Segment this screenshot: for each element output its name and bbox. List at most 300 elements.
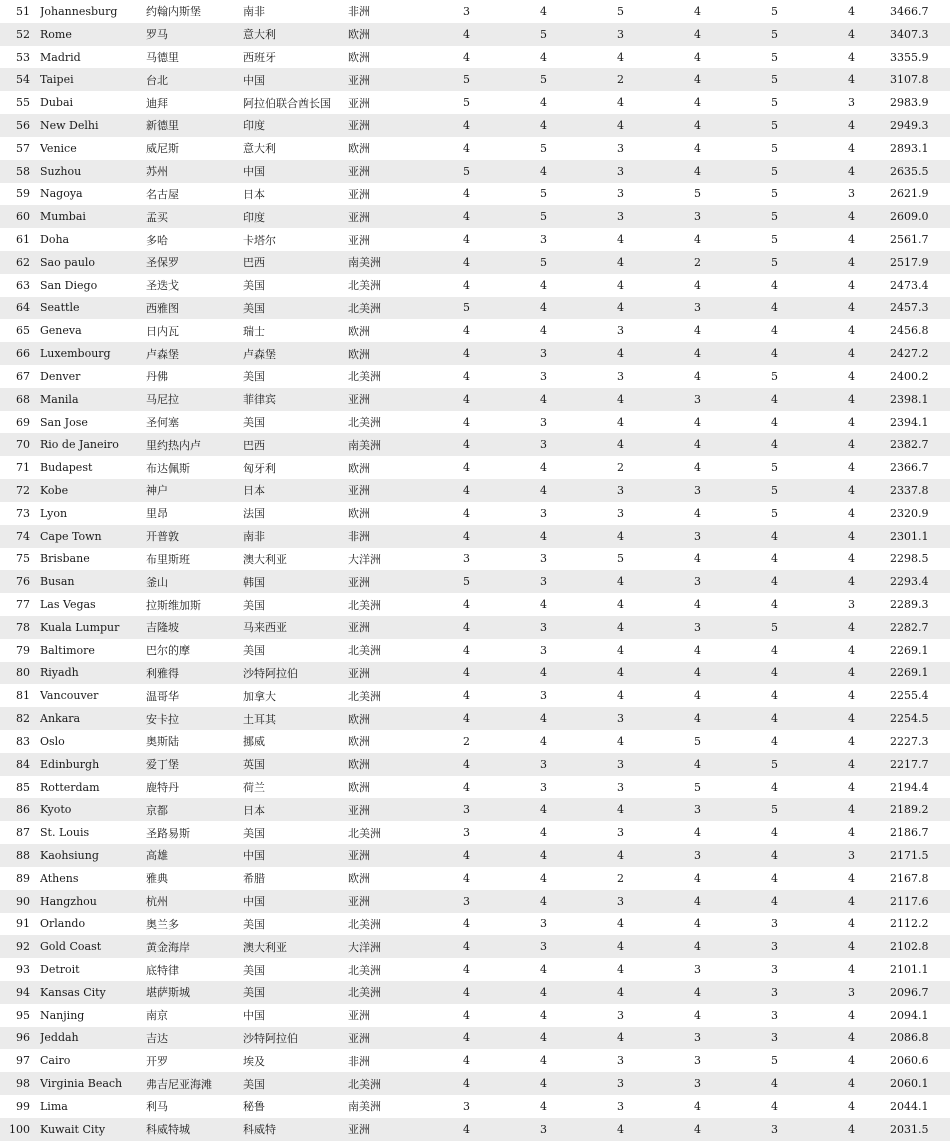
chinese-name-cell: 威尼斯 [146,142,179,156]
continent-cell: 欧洲 [348,781,370,795]
score-6-cell: 4 [848,575,855,589]
continent-cell: 欧洲 [348,142,370,156]
score-2-cell: 4 [540,666,547,680]
score-4-cell: 3 [694,1054,701,1068]
score-4-cell: 4 [694,1008,701,1022]
country-cell: 巴西 [243,256,265,270]
score-6-cell: 4 [848,963,855,977]
continent-cell: 亚洲 [348,210,370,224]
total-score-cell: 2382.7 [890,438,929,452]
table-row [0,662,950,685]
english-name-cell: Seattle [40,301,80,315]
score-4-cell: 4 [694,118,701,132]
score-4-cell: 3 [694,1031,701,1045]
english-name-cell: Geneva [40,324,82,338]
country-cell: 巴西 [243,438,265,452]
score-3-cell: 4 [617,963,624,977]
table-row [0,160,950,183]
score-6-cell: 4 [848,27,855,41]
chinese-name-cell: 京都 [146,803,168,817]
score-1-cell: 4 [463,643,470,657]
chinese-name-cell: 罗马 [146,28,168,42]
chinese-name-cell: 弗吉尼亚海滩 [146,1077,212,1091]
english-name-cell: Johannesburg [40,4,118,18]
country-cell: 卢森堡 [243,347,276,361]
country-cell: 美国 [243,644,265,658]
rank-cell: 99 [16,1099,30,1113]
score-6-cell: 4 [848,118,855,132]
score-4-cell: 4 [694,233,701,247]
total-score-cell: 2366.7 [890,461,929,475]
score-1-cell: 3 [463,894,470,908]
score-1-cell: 4 [463,438,470,452]
table-row [0,251,950,274]
rank-cell: 59 [16,187,30,201]
rank-cell: 85 [16,780,30,794]
score-3-cell: 4 [617,255,624,269]
country-cell: 西班牙 [243,51,276,65]
score-1-cell: 3 [463,826,470,840]
continent-cell: 欧洲 [348,712,370,726]
english-name-cell: Riyadh [40,666,79,680]
continent-cell: 欧洲 [348,347,370,361]
english-name-cell: Cape Town [40,529,102,543]
score-4-cell: 4 [694,50,701,64]
continent-cell: 南美洲 [348,438,381,452]
table-row [0,502,950,525]
continent-cell: 大洋洲 [348,940,381,954]
table-row [0,867,950,890]
score-2-cell: 3 [540,940,547,954]
score-3-cell: 4 [617,50,624,64]
chinese-name-cell: 神户 [146,484,168,498]
score-4-cell: 4 [694,871,701,885]
score-5-cell: 3 [771,940,778,954]
rank-cell: 82 [16,712,30,726]
english-name-cell: Vancouver [40,689,99,703]
score-6-cell: 4 [848,689,855,703]
score-5-cell: 5 [771,1054,778,1068]
total-score-cell: 2060.6 [890,1054,929,1068]
english-name-cell: Lyon [40,506,68,520]
continent-cell: 欧洲 [348,324,370,338]
table-row [0,205,950,228]
chinese-name-cell: 迪拜 [146,96,168,110]
continent-cell: 欧洲 [348,735,370,749]
total-score-cell: 2060.1 [890,1077,929,1091]
score-6-cell: 4 [848,278,855,292]
chinese-name-cell: 高雄 [146,849,168,863]
continent-cell: 亚洲 [348,73,370,87]
rank-cell: 83 [16,734,30,748]
score-5-cell: 4 [771,278,778,292]
score-4-cell: 4 [694,712,701,726]
score-3-cell: 4 [617,233,624,247]
score-3-cell: 5 [617,552,624,566]
score-5-cell: 4 [771,712,778,726]
score-4-cell: 4 [694,917,701,931]
total-score-cell: 2255.4 [890,689,929,703]
country-cell: 印度 [243,119,265,133]
score-6-cell: 4 [848,483,855,497]
country-cell: 南非 [243,5,265,19]
country-cell: 瑞士 [243,324,265,338]
score-6-cell: 4 [848,529,855,543]
score-4-cell: 3 [694,575,701,589]
score-6-cell: 3 [848,96,855,110]
score-1-cell: 4 [463,1031,470,1045]
chinese-name-cell: 吉达 [146,1031,168,1045]
total-score-cell: 2301.1 [890,529,929,543]
score-6-cell: 4 [848,506,855,520]
country-cell: 澳大利亚 [243,940,287,954]
chinese-name-cell: 马德里 [146,51,179,65]
score-2-cell: 3 [540,643,547,657]
total-score-cell: 2517.9 [890,255,929,269]
rank-cell: 57 [16,141,30,155]
score-6-cell: 4 [848,871,855,885]
score-4-cell: 3 [694,301,701,315]
score-1-cell: 4 [463,27,470,41]
rank-cell: 69 [16,415,30,429]
country-cell: 荷兰 [243,781,265,795]
total-score-cell: 2457.3 [890,301,929,315]
country-cell: 匈牙利 [243,461,276,475]
country-cell: 中国 [243,895,265,909]
score-3-cell: 4 [617,1122,624,1136]
english-name-cell: Kansas City [40,985,106,999]
score-3-cell: 5 [617,4,624,18]
score-3-cell: 4 [617,301,624,315]
table-row [0,365,950,388]
rank-cell: 87 [16,826,30,840]
score-5-cell: 5 [771,187,778,201]
rank-cell: 66 [16,347,30,361]
score-3-cell: 4 [617,666,624,680]
table-row [0,1049,950,1072]
rank-cell: 94 [16,985,30,999]
score-6-cell: 3 [848,187,855,201]
chinese-name-cell: 釜山 [146,575,168,589]
score-6-cell: 4 [848,347,855,361]
score-6-cell: 4 [848,50,855,64]
table-row [0,684,950,707]
english-name-cell: Cairo [40,1054,71,1068]
table-row [0,228,950,251]
score-2-cell: 3 [540,233,547,247]
rank-cell: 78 [16,620,30,634]
score-1-cell: 5 [463,73,470,87]
score-5-cell: 3 [771,963,778,977]
continent-cell: 亚洲 [348,621,370,635]
score-5-cell: 4 [771,894,778,908]
score-3-cell: 3 [617,164,624,178]
score-4-cell: 4 [694,369,701,383]
table-row [0,1072,950,1095]
total-score-cell: 2102.8 [890,940,929,954]
chinese-name-cell: 爱丁堡 [146,758,179,772]
continent-cell: 非洲 [348,5,370,19]
total-score-cell: 2171.5 [890,848,929,862]
country-cell: 意大利 [243,28,276,42]
score-2-cell: 3 [540,689,547,703]
english-name-cell: St. Louis [40,826,90,840]
score-5-cell: 5 [771,4,778,18]
country-cell: 沙特阿拉伯 [243,666,298,680]
score-6-cell: 4 [848,438,855,452]
table-row [0,890,950,913]
score-1-cell: 3 [463,552,470,566]
rank-cell: 76 [16,575,30,589]
score-2-cell: 4 [540,826,547,840]
rank-cell: 51 [16,4,30,18]
score-5-cell: 4 [771,1077,778,1091]
score-3-cell: 4 [617,347,624,361]
score-6-cell: 4 [848,712,855,726]
chinese-name-cell: 里约热内卢 [146,438,201,452]
chinese-name-cell: 丹佛 [146,370,168,384]
continent-cell: 欧洲 [348,758,370,772]
table-row [0,388,950,411]
table-row [0,844,950,867]
table-row [0,616,950,639]
rank-cell: 92 [16,940,30,954]
total-score-cell: 2094.1 [890,1008,929,1022]
score-5-cell: 4 [771,871,778,885]
score-4-cell: 4 [694,73,701,87]
score-2-cell: 3 [540,347,547,361]
country-cell: 澳大利亚 [243,552,287,566]
score-3-cell: 3 [617,757,624,771]
score-5-cell: 3 [771,917,778,931]
table-row [0,593,950,616]
continent-cell: 亚洲 [348,484,370,498]
table-row [0,91,950,114]
country-cell: 加拿大 [243,689,276,703]
rank-cell: 95 [16,1008,30,1022]
score-4-cell: 4 [694,985,701,999]
score-3-cell: 2 [617,871,624,885]
rank-cell: 56 [16,118,30,132]
score-5-cell: 5 [771,461,778,475]
score-4-cell: 4 [694,894,701,908]
score-3-cell: 4 [617,689,624,703]
score-5-cell: 4 [771,848,778,862]
total-score-cell: 2561.7 [890,233,929,247]
score-1-cell: 4 [463,1008,470,1022]
rank-cell: 73 [16,506,30,520]
score-3-cell: 4 [617,643,624,657]
score-6-cell: 4 [848,803,855,817]
score-4-cell: 5 [694,780,701,794]
score-1-cell: 4 [463,187,470,201]
total-score-cell: 2044.1 [890,1099,929,1113]
score-6-cell: 4 [848,141,855,155]
score-3-cell: 4 [617,529,624,543]
score-6-cell: 3 [848,598,855,612]
chinese-name-cell: 孟买 [146,210,168,224]
score-1-cell: 4 [463,712,470,726]
score-4-cell: 4 [694,461,701,475]
score-4-cell: 4 [694,506,701,520]
total-score-cell: 3355.9 [890,50,929,64]
table-row [0,639,950,662]
score-4-cell: 3 [694,392,701,406]
english-name-cell: Madrid [40,50,81,64]
score-3-cell: 3 [617,27,624,41]
table-row [0,1095,950,1118]
score-3-cell: 4 [617,734,624,748]
english-name-cell: Luxembourg [40,347,111,361]
table-row [0,411,950,434]
score-1-cell: 4 [463,757,470,771]
english-name-cell: Baltimore [40,643,95,657]
score-3-cell: 4 [617,620,624,634]
score-6-cell: 4 [848,392,855,406]
rank-cell: 84 [16,757,30,771]
score-2-cell: 4 [540,50,547,64]
total-score-cell: 2282.7 [890,620,929,634]
table-row [0,1027,950,1050]
score-6-cell: 4 [848,1099,855,1113]
table-row [0,776,950,799]
score-4-cell: 4 [694,598,701,612]
table-row [0,707,950,730]
score-4-cell: 4 [694,415,701,429]
score-5-cell: 4 [771,780,778,794]
chinese-name-cell: 利马 [146,1100,168,1114]
score-3-cell: 3 [617,210,624,224]
english-name-cell: Lima [40,1099,68,1113]
score-1-cell: 4 [463,483,470,497]
english-name-cell: Sao paulo [40,255,96,269]
score-2-cell: 4 [540,96,547,110]
score-1-cell: 4 [463,689,470,703]
rank-cell: 93 [16,963,30,977]
score-1-cell: 4 [463,940,470,954]
continent-cell: 北美洲 [348,986,381,1000]
score-6-cell: 4 [848,369,855,383]
score-5-cell: 5 [771,233,778,247]
total-score-cell: 3466.7 [890,4,929,18]
chinese-name-cell: 科威特城 [146,1123,190,1137]
score-1-cell: 4 [463,255,470,269]
english-name-cell: Rotterdam [40,780,100,794]
english-name-cell: Edinburgh [40,757,100,771]
score-6-cell: 4 [848,940,855,954]
country-cell: 日本 [243,187,265,201]
english-name-cell: Busan [40,575,75,589]
score-6-cell: 4 [848,917,855,931]
score-2-cell: 3 [540,575,547,589]
score-5-cell: 4 [771,689,778,703]
chinese-name-cell: 杭州 [146,895,168,909]
english-name-cell: Detroit [40,963,80,977]
total-score-cell: 2621.9 [890,187,929,201]
rank-cell: 61 [16,233,30,247]
score-2-cell: 4 [540,164,547,178]
score-6-cell: 4 [848,461,855,475]
score-2-cell: 4 [540,985,547,999]
total-score-cell: 2473.4 [890,278,929,292]
english-name-cell: Suzhou [40,164,82,178]
country-cell: 沙特阿拉伯 [243,1031,298,1045]
score-5-cell: 5 [771,50,778,64]
continent-cell: 南美洲 [348,1100,381,1114]
score-4-cell: 4 [694,552,701,566]
score-3-cell: 4 [617,438,624,452]
score-5-cell: 3 [771,1031,778,1045]
score-5-cell: 5 [771,118,778,132]
country-cell: 美国 [243,917,265,931]
score-6-cell: 3 [848,985,855,999]
score-5-cell: 4 [771,643,778,657]
score-6-cell: 4 [848,255,855,269]
score-6-cell: 4 [848,666,855,680]
chinese-name-cell: 南京 [146,1009,168,1023]
country-cell: 马来西亚 [243,621,287,635]
country-cell: 法国 [243,507,265,521]
total-score-cell: 2112.2 [890,917,929,931]
score-5-cell: 5 [771,27,778,41]
english-name-cell: Nanjing [40,1008,85,1022]
score-3-cell: 3 [617,1008,624,1022]
score-1-cell: 4 [463,278,470,292]
total-score-cell: 2227.3 [890,734,929,748]
score-4-cell: 3 [694,963,701,977]
continent-cell: 欧洲 [348,507,370,521]
score-4-cell: 3 [694,803,701,817]
total-score-cell: 2609.0 [890,210,929,224]
english-name-cell: Athens [40,871,79,885]
total-score-cell: 2320.9 [890,506,929,520]
score-3-cell: 4 [617,917,624,931]
country-cell: 美国 [243,370,265,384]
rank-cell: 60 [16,210,30,224]
continent-cell: 亚洲 [348,575,370,589]
english-name-cell: Gold Coast [40,940,102,954]
score-3-cell: 3 [617,483,624,497]
score-4-cell: 4 [694,757,701,771]
continent-cell: 亚洲 [348,1009,370,1023]
total-score-cell: 2186.7 [890,826,929,840]
continent-cell: 北美洲 [348,963,381,977]
chinese-name-cell: 名古屋 [146,187,179,201]
english-name-cell: New Delhi [40,118,99,132]
score-6-cell: 4 [848,1008,855,1022]
rank-cell: 97 [16,1054,30,1068]
table-row [0,23,950,46]
score-5-cell: 4 [771,415,778,429]
chinese-name-cell: 圣何塞 [146,416,179,430]
score-4-cell: 4 [694,141,701,155]
english-name-cell: Mumbai [40,210,86,224]
score-5-cell: 4 [771,392,778,406]
score-3-cell: 3 [617,324,624,338]
rank-cell: 55 [16,96,30,110]
chinese-name-cell: 日内瓦 [146,324,179,338]
score-5-cell: 4 [771,324,778,338]
score-3-cell: 4 [617,118,624,132]
english-name-cell: San Diego [40,278,98,292]
score-6-cell: 4 [848,620,855,634]
score-5-cell: 5 [771,210,778,224]
score-4-cell: 4 [694,1122,701,1136]
score-4-cell: 4 [694,940,701,954]
score-1-cell: 5 [463,96,470,110]
rank-cell: 91 [16,917,30,931]
score-6-cell: 4 [848,1077,855,1091]
